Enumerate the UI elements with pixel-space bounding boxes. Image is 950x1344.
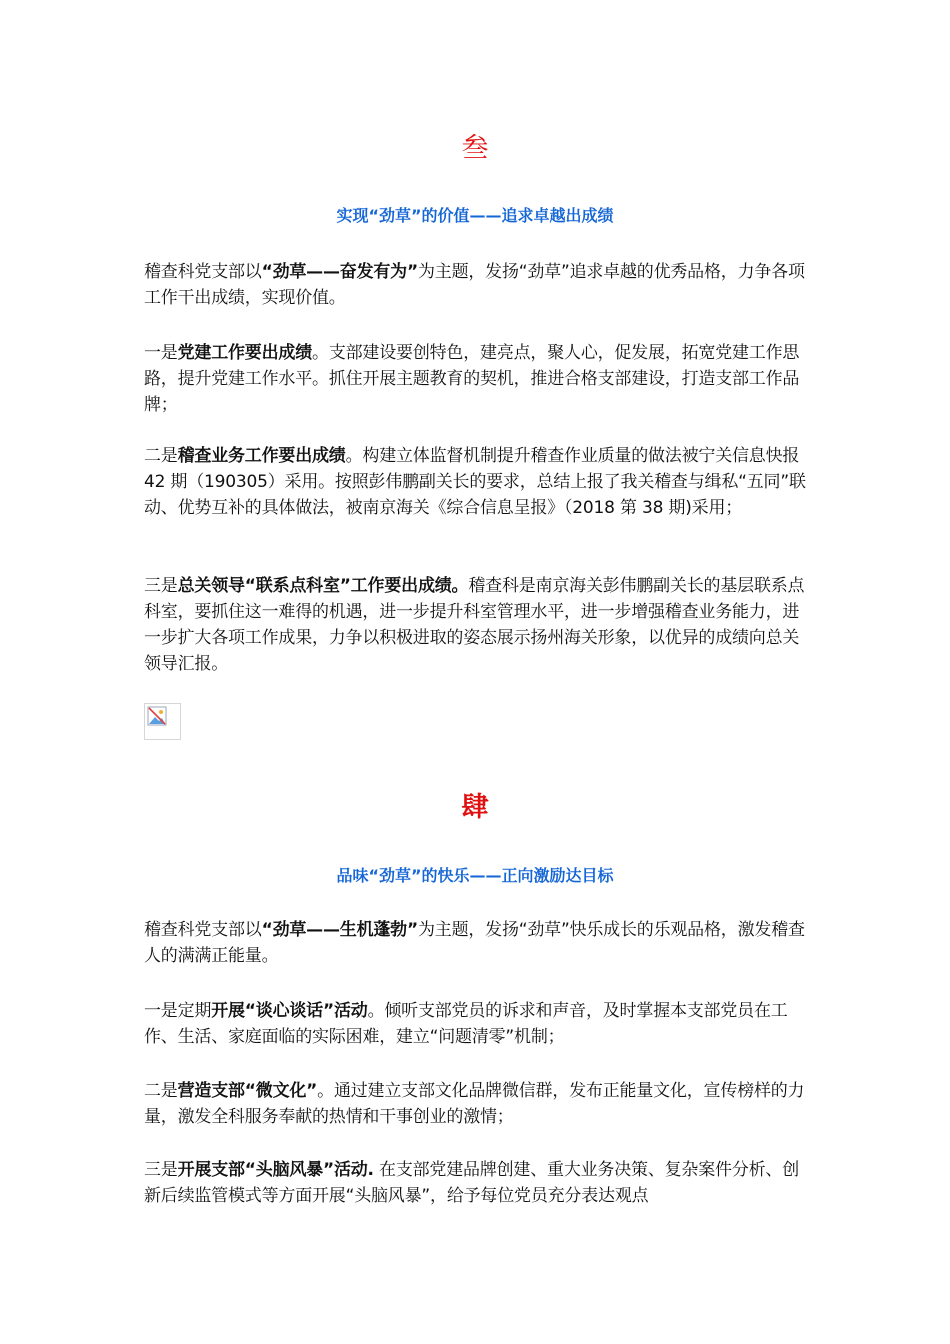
section3-item-2: 二是稽查业务工作要出成绩。构建立体监督机制提升稽查作业质量的做法被宁关信息快报 42 期（190305）采用。按照彭伟鹏副关长的要求，总结上报了我关稽查与缉私“五同”联动、优势互补的具体做法，被南京海关《综合信息呈报》（2018 第 38 期)采用； xyxy=(144,446,806,518)
section-numeral-4: 肆 xyxy=(461,792,489,823)
section4-item-1: 一是定期开展“谈心谈话”活动。倾听支部党员的诉求和声音，及时掌握本支部党员在工作、生活、家庭面临的实际困难，建立“问题清零”机制； xyxy=(144,1001,788,1047)
section3-item-3: 三是总关领导“联系点科室”工作要出成绩。稽查科是南京海关彭伟鹏副关长的基层联系点科室，要抓住这一难得的机遇，进一步提升科室管理水平，进一步增强稽查业务能力，进一步扩大各项工作成果，力争以积极进取的姿态展示扬州海关形象，以优异的成绩向总关领导汇报。 xyxy=(144,576,805,674)
section4-item-2: 二是营造支部“微文化”。通过建立支部文化品牌微信群，发布正能量文化，宣传榜样的力量，激发全科服务奉献的热情和干事创业的激情； xyxy=(144,1081,805,1127)
broken-image-icon xyxy=(144,703,181,740)
section-numeral-3: 叁 xyxy=(461,133,489,164)
section4-intro: 稽查科党支部以“劲草——生机蓬勃”为主题，发扬“劲草”快乐成长的乐观品格，激发稽查人的满满正能量。 xyxy=(144,920,805,966)
section3-intro: 稽查科党支部以“劲草——奋发有为”为主题，发扬“劲草”追求卓越的优秀品格，力争各项工作干出成绩，实现价值。 xyxy=(144,262,805,308)
section3-item-1: 一是党建工作要出成绩。支部建设要创特色，建亮点，聚人心，促发展，拓宽党建工作思路，提升党建工作水平。抓住开展主题教育的契机，推进合格支部建设，打造支部工作品牌； xyxy=(144,343,800,415)
section-subtitle-3: 实现“劲草”的价值——追求卓越出成绩 xyxy=(336,206,614,225)
section4-item-3: 三是开展支部“头脑风暴”活动. 在支部党建品牌创建、重大业务决策、复杂案件分析、创新后续监管模式等方面开展“头脑风暴”，给予每位党员充分表达观点 xyxy=(144,1160,800,1206)
section-subtitle-4: 品味“劲草”的快乐——正向激励达目标 xyxy=(336,866,614,885)
